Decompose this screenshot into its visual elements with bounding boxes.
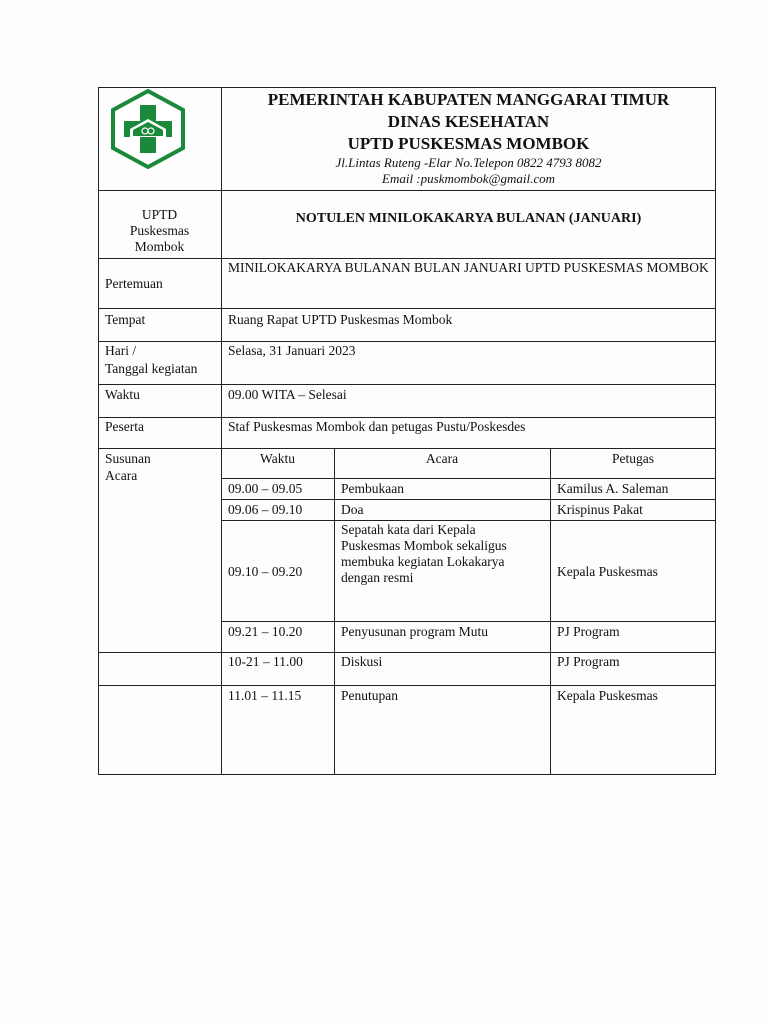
agenda-waktu: 09.00 – 09.05 bbox=[228, 481, 303, 496]
value-waktu: 09.00 WITA – Selesai bbox=[228, 387, 347, 402]
label-susunan: Susunan bbox=[105, 451, 151, 466]
value-pertemuan: MINILOKAKARYA BULANAN BULAN JANUARI UPTD PUSKESMAS MOMBOK bbox=[228, 260, 709, 275]
agenda-petugas: PJ Program bbox=[557, 624, 620, 639]
email-line: Email :puskmombok@gmail.com bbox=[382, 171, 555, 186]
table-border-left bbox=[98, 87, 99, 775]
label-acara: Acara bbox=[105, 468, 138, 483]
agenda-waktu: 11.01 – 11.15 bbox=[228, 688, 302, 703]
agenda-col-divider bbox=[550, 448, 551, 775]
label-peserta: Peserta bbox=[105, 419, 144, 434]
notulen-table bbox=[98, 87, 716, 775]
agenda-acara-line: Sepatah kata dari Kepala bbox=[341, 522, 476, 537]
agenda-petugas: Kepala Puskesmas bbox=[557, 564, 658, 579]
agenda-acara: Pembukaan bbox=[341, 481, 404, 496]
agenda-acara: Diskusi bbox=[341, 654, 383, 669]
row-divider bbox=[98, 384, 716, 385]
label-susunan-acara bbox=[105, 451, 151, 484]
label-tanggal-line: Tanggal kegiatan bbox=[105, 361, 198, 376]
agenda-acara-line: dengan resmi bbox=[341, 570, 414, 585]
letterhead bbox=[221, 89, 716, 187]
puskesmas-name: UPTD PUSKESMAS MOMBOK bbox=[347, 134, 590, 153]
label-column-divider bbox=[221, 87, 222, 775]
org-line: UPTD bbox=[141, 207, 178, 222]
value-peserta: Staf Puskesmas Mombok dan petugas Pustu/Poskesdes bbox=[228, 419, 526, 434]
row-divider bbox=[98, 417, 716, 418]
agenda-divider bbox=[221, 520, 716, 521]
agenda-acara-line: Puskesmas Mombok sekaligus bbox=[341, 538, 507, 553]
government-name: PEMERINTAH KABUPATEN MANGGARAI TIMUR bbox=[267, 90, 670, 109]
value-tempat: Ruang Rapat UPTD Puskesmas Mombok bbox=[228, 312, 453, 327]
agenda-divider bbox=[221, 499, 716, 500]
org-line: Mombok bbox=[134, 239, 185, 254]
agenda-petugas: Kepala Puskesmas bbox=[557, 688, 658, 703]
agenda-header-petugas: Petugas bbox=[612, 451, 654, 466]
agenda-petugas: PJ Program bbox=[557, 654, 620, 669]
agenda-header-acara: Acara bbox=[425, 451, 459, 466]
label-hari bbox=[105, 343, 197, 377]
agenda-divider bbox=[98, 652, 716, 653]
row-divider bbox=[98, 308, 716, 309]
table-border-bottom bbox=[98, 774, 716, 775]
agenda-divider bbox=[221, 478, 716, 479]
agenda-divider bbox=[98, 685, 716, 686]
agenda-acara: Penyusunan program Mutu bbox=[341, 624, 488, 639]
row-divider bbox=[98, 341, 716, 342]
row-divider bbox=[98, 448, 716, 449]
agenda-waktu: 09.06 – 09.10 bbox=[228, 502, 303, 517]
agenda-acara-line: membuka kegiatan Lokakarya bbox=[341, 554, 505, 569]
table-border-top bbox=[98, 87, 716, 88]
header-divider bbox=[98, 190, 716, 191]
agenda-waktu: 09.21 – 10.20 bbox=[228, 624, 303, 639]
title-divider bbox=[98, 258, 716, 259]
label-waktu: Waktu bbox=[105, 387, 140, 402]
agenda-divider bbox=[221, 621, 716, 622]
department-name: DINAS KESEHATAN bbox=[387, 112, 550, 131]
address-line: Jl.Lintas Ruteng -Elar No.Telepon 0822 4793 8082 bbox=[335, 155, 602, 170]
agenda-header-waktu: Waktu bbox=[260, 451, 295, 466]
table-border-right bbox=[715, 87, 716, 775]
agenda-col-divider bbox=[334, 448, 335, 775]
document-title: NOTULEN MINILOKAKARYA BULANAN (JANUARI) bbox=[295, 211, 642, 226]
agenda-petugas: Kamilus A. Saleman bbox=[557, 481, 669, 496]
label-pertemuan: Pertemuan bbox=[105, 276, 163, 291]
agenda-acara bbox=[341, 522, 546, 586]
agenda-acara: Doa bbox=[341, 502, 364, 517]
label-hari-line: Hari / bbox=[105, 343, 137, 358]
agenda-petugas: Krispinus Pakat bbox=[557, 502, 643, 517]
agenda-waktu: 10-21 – 11.00 bbox=[228, 654, 303, 669]
value-tanggal: Selasa, 31 Januari 2023 bbox=[228, 343, 356, 358]
agenda-waktu: 09.10 – 09.20 bbox=[228, 564, 303, 579]
org-line: Puskesmas bbox=[129, 223, 190, 238]
label-tempat: Tempat bbox=[105, 312, 146, 327]
agenda-acara: Penutupan bbox=[341, 688, 398, 703]
org-name bbox=[98, 207, 221, 255]
puskesmas-logo-icon bbox=[108, 89, 188, 169]
